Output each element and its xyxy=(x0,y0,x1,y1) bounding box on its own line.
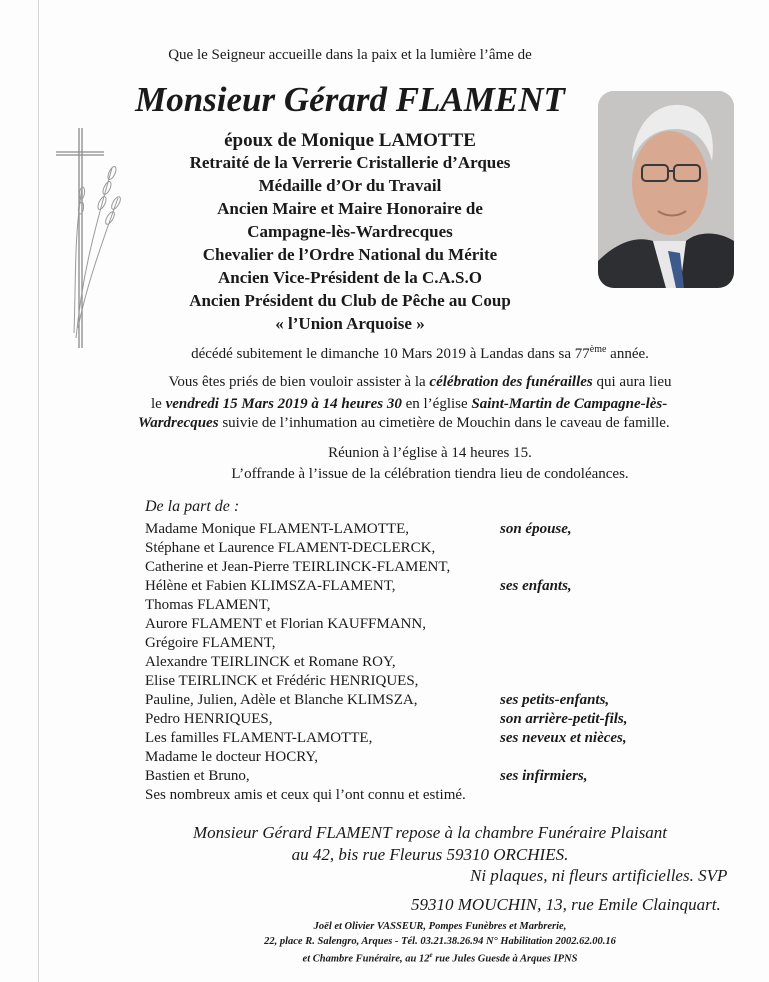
ceremony-line-1: Vous êtes priés de bien vouloir assister à la célébration des funérailles qui aura lieu xyxy=(168,374,672,390)
cross-icon xyxy=(52,128,124,348)
family-name: Pedro HENRIQUES, xyxy=(145,711,273,727)
repose-line-2: au 42, bis rue Fleurus 59310 ORCHIES. xyxy=(291,845,569,864)
ceremony-line-2: le vendredi 15 Mars 2019 à 14 heures 30 en l’église Saint-Martin de Campagne-lès- xyxy=(151,396,668,412)
family-name: Alexandre TEIRLINCK et Romane ROY, xyxy=(145,654,396,670)
repose-line-3: Ni plaques, ni fleurs artificielles. SVP xyxy=(470,866,728,885)
deceased-line: décédé subitement le dimanche 10 Mars 2019 à Landas dans sa 77ème année. xyxy=(191,344,649,362)
family-name: Grégoire FLAMENT, xyxy=(145,635,276,651)
left-margin-line xyxy=(38,0,39,982)
footer-line-1: Joël et Olivier VASSEUR, Pompes Funèbres et Marbrerie, xyxy=(313,921,567,932)
family-name: Ses nombreux amis et ceux qui l’ont connu et estimé. xyxy=(145,787,466,803)
family-role: ses infirmiers, xyxy=(500,768,588,784)
family-role: ses enfants, xyxy=(500,578,572,594)
title-line: Ancien Président du Club de Pêche au Coup xyxy=(189,291,511,310)
title-line: « l’Union Arquoise » xyxy=(275,314,425,333)
family-name: Bastien et Bruno, xyxy=(145,768,250,784)
title-line: Ancien Vice-Président de la C.A.S.O xyxy=(218,268,482,287)
family-name: Stéphane et Laurence FLAMENT-DECLERCK, xyxy=(145,540,436,556)
footer-line-2: 22, place R. Salengro, Arques - Tél. 03.21.38.26.94 N° Habilitation 2002.62.00.16 xyxy=(264,936,616,947)
title-line: Médaille d’Or du Travail xyxy=(258,176,442,195)
family-role: ses neveux et nièces, xyxy=(500,730,627,746)
title-line: Retraité de la Verrerie Cristallerie d’Arques xyxy=(189,153,511,172)
family-name: Les familles FLAMENT-LAMOTTE, xyxy=(145,730,373,746)
address-line: 59310 MOUCHIN, 13, rue Emile Clainquart. xyxy=(411,895,721,914)
intro-line: Que le Seigneur accueille dans la paix et la lumière l’âme de xyxy=(168,47,532,63)
footer-line-3: et Chambre Funéraire, au 12e rue Jules Guesde à Arques IPNS xyxy=(302,951,578,965)
family-name: Thomas FLAMENT, xyxy=(145,597,271,613)
wheat-icon xyxy=(74,165,122,338)
family-name: Hélène et Fabien KLIMSZA-FLAMENT, xyxy=(145,578,396,594)
title-line: Chevalier de l’Ordre National du Mérite xyxy=(202,245,498,264)
family-role: son arrière-petit-fils, xyxy=(500,711,628,727)
title-line: Campagne-lès-Wardrecques xyxy=(247,222,453,241)
deceased-name: Monsieur Gérard FLAMENT xyxy=(135,80,565,119)
family-name: Madame le docteur HOCRY, xyxy=(145,749,319,765)
family-role: ses petits-enfants, xyxy=(500,692,610,708)
family-role: son épouse, xyxy=(500,521,572,537)
repose-line-1: Monsieur Gérard FLAMENT repose à la chambre Funéraire Plaisant xyxy=(192,823,668,842)
family-name: Catherine et Jean-Pierre TEIRLINCK-FLAMENT, xyxy=(145,559,451,575)
title-line: Ancien Maire et Maire Honoraire de xyxy=(217,199,483,218)
family-heading: De la part de : xyxy=(145,498,240,515)
reunion-line-1: Réunion à l’église à 14 heures 15. xyxy=(328,445,532,461)
ceremony-line-3: Wardrecques suivie de l’inhumation au cimetière de Mouchin dans le caveau de famille. xyxy=(138,415,670,431)
reunion-line-2: L’offrande à l’issue de la célébration tiendra lieu de condoléances. xyxy=(231,466,629,482)
portrait-photo xyxy=(598,91,734,288)
family-name: Pauline, Julien, Adèle et Blanche KLIMSZA, xyxy=(145,692,418,708)
family-name: Elise TEIRLINCK et Frédéric HENRIQUES, xyxy=(145,673,419,689)
family-name: Madame Monique FLAMENT-LAMOTTE, xyxy=(145,521,409,537)
family-name: Aurore FLAMENT et Florian KAUFFMANN, xyxy=(145,616,426,632)
title-line: époux de Monique LAMOTTE xyxy=(224,130,476,151)
